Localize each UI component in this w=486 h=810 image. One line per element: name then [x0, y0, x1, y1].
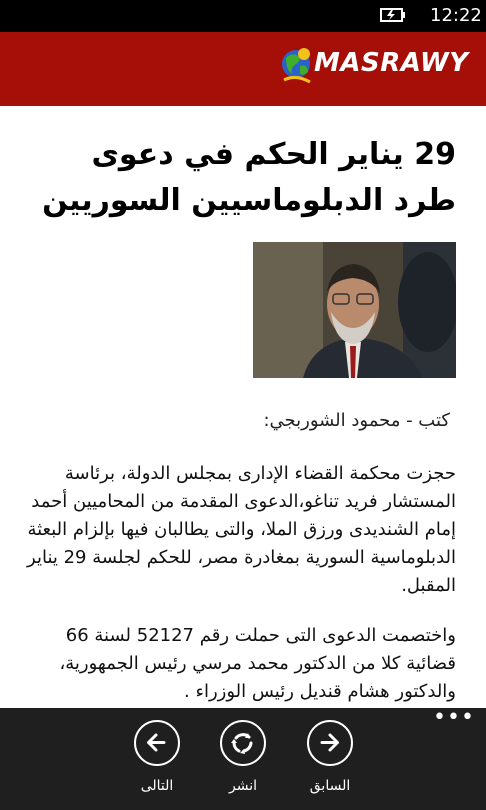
article-byline: كتب - محمود الشوربجي: — [263, 410, 450, 431]
next-button[interactable] — [117, 720, 197, 800]
ellipsis-icon[interactable]: ••• — [433, 705, 475, 730]
status-time: 12:22 — [430, 5, 482, 26]
battery-charging-icon — [380, 8, 406, 22]
circle-button-frame — [307, 720, 353, 766]
share-button-label: انشر — [229, 778, 257, 794]
article-paragraph: حجزت محكمة القضاء الإدارى بمجلس الدولة، برئاسة المستشار فريد تناغو،الدعوى المقدمة من المحاميين أحمد إمام الشنديدى ورزق الملا، والتى يطالبان فيها بإلزام البعثة الدبلوماسية السورية بمغادرة مصر، للحكم لجلسة 29 يناير المقبل. — [27, 463, 456, 596]
arrow-right-icon — [309, 722, 350, 763]
previous-button-label: السابق — [309, 778, 351, 794]
share-icon — [222, 722, 263, 763]
logo-text: MASRAWY — [314, 48, 469, 78]
article-photo — [253, 242, 456, 378]
article-view[interactable] — [0, 106, 486, 708]
arrow-left-icon — [136, 722, 177, 763]
article-paragraph: واختصمت الدعوى التى حملت رقم 52127 لسنة 66 قضائية كلا من الدكتور محمد مرسي رئيس الجمهورية، والدكتور هشام قنديل رئيس الوزراء . — [59, 625, 456, 702]
circle-button-frame — [220, 720, 266, 766]
status-bar — [0, 0, 486, 32]
masrawy-logo[interactable] — [280, 42, 469, 92]
app-bar — [0, 705, 486, 810]
app-header — [0, 32, 486, 106]
previous-button[interactable] — [290, 720, 370, 800]
share-button[interactable] — [203, 720, 283, 800]
article-title: 29 يناير الحكم في دعوى طرد الدبلوماسيين السوريين — [42, 137, 456, 218]
next-button-label: التالى — [140, 778, 174, 794]
circle-button-frame — [134, 720, 180, 766]
masrawy-globe-icon — [280, 46, 316, 90]
portrait-photo — [253, 242, 456, 378]
